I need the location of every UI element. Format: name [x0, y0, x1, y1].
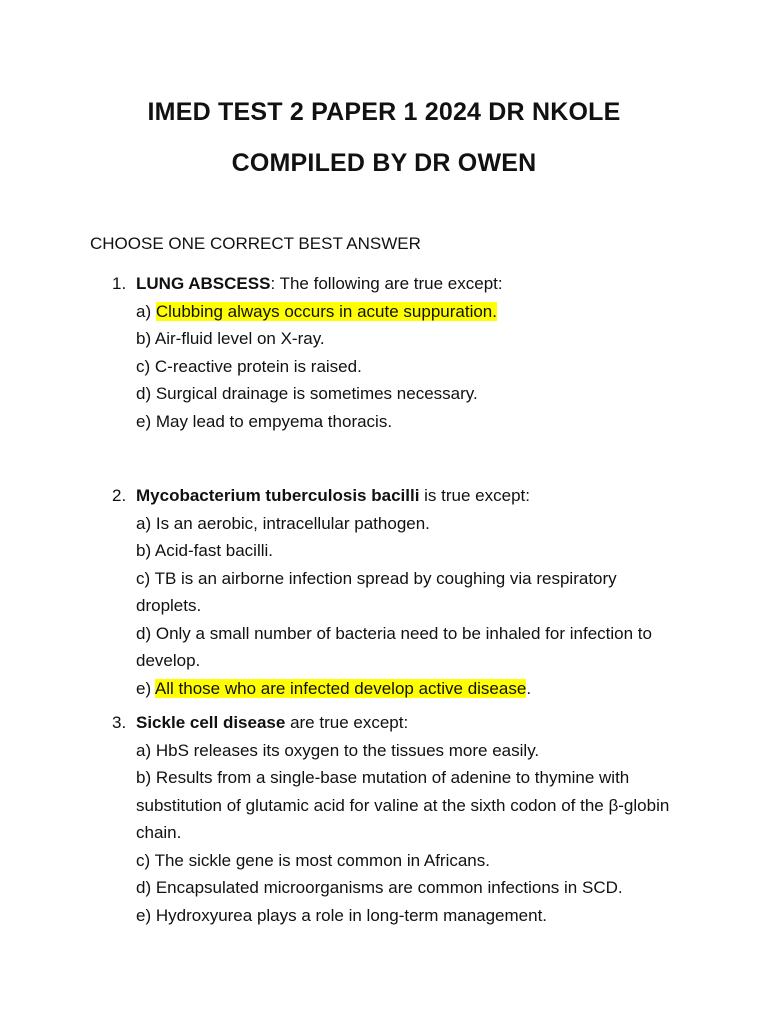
- question-2: [112, 482, 682, 702]
- highlighted-answer: All those who are infected develop active disease: [154, 678, 527, 698]
- option-b: b) Air-fluid level on X-ray.: [136, 329, 325, 348]
- option-e: e) All those who are infected develop active disease.: [136, 678, 532, 698]
- question-3: [112, 709, 682, 929]
- question-topic: Sickle cell disease: [136, 713, 286, 732]
- option-c: c) The sickle gene is most common in Africans.: [136, 850, 490, 870]
- question-stem-text: : The following are true except:: [270, 274, 503, 293]
- option-c: c) TB is an airborne infection spread by coughing via respiratory droplets.: [136, 568, 617, 615]
- page-subtitle: COMPILED BY DR OWEN: [231, 149, 537, 177]
- highlighted-answer: Clubbing always occurs in acute suppuration.: [155, 301, 497, 321]
- question-stem: [112, 270, 682, 298]
- question-stem-text: is true except:: [419, 486, 530, 505]
- question-number: 1.: [112, 274, 127, 293]
- question-stem-text: are true except:: [285, 713, 409, 732]
- question-number: 2.: [112, 486, 127, 505]
- option-d: d) Only a small number of bacteria need to be inhaled for infection to develop.: [136, 623, 652, 670]
- option-a: a) Is an aerobic, intracellular pathogen.: [136, 513, 430, 533]
- option-b: b) Acid-fast bacilli.: [136, 541, 274, 560]
- question-stem: [112, 482, 682, 510]
- option-b: b) Results from a single-base mutation of adenine to thymine with substitution of glutamic acid for valine at the sixth codon of the β-globin chain.: [136, 768, 670, 842]
- page-title: IMED TEST 2 PAPER 1 2024 DR NKOLE: [147, 98, 621, 126]
- question-1: [112, 270, 682, 435]
- option-a: a) Clubbing always occurs in acute suppuration.: [136, 301, 497, 321]
- question-stem: [112, 709, 682, 737]
- option-e: e) May lead to empyema thoracis.: [136, 411, 393, 431]
- question-topic: Mycobacterium tuberculosis bacilli: [136, 486, 420, 505]
- option-e: e) Hydroxyurea plays a role in long-term management.: [136, 905, 548, 925]
- option-a: a) HbS releases its oxygen to the tissues more easily.: [136, 740, 540, 760]
- option-d: d) Surgical drainage is sometimes necessary.: [136, 384, 478, 403]
- question-topic: LUNG ABSCESS: [136, 274, 271, 293]
- instruction-text: CHOOSE ONE CORRECT BEST ANSWER: [90, 234, 421, 253]
- option-c: c) C-reactive protein is raised.: [136, 356, 362, 376]
- option-d: d) Encapsulated microorganisms are common infections in SCD.: [136, 878, 623, 897]
- question-number: 3.: [112, 713, 127, 732]
